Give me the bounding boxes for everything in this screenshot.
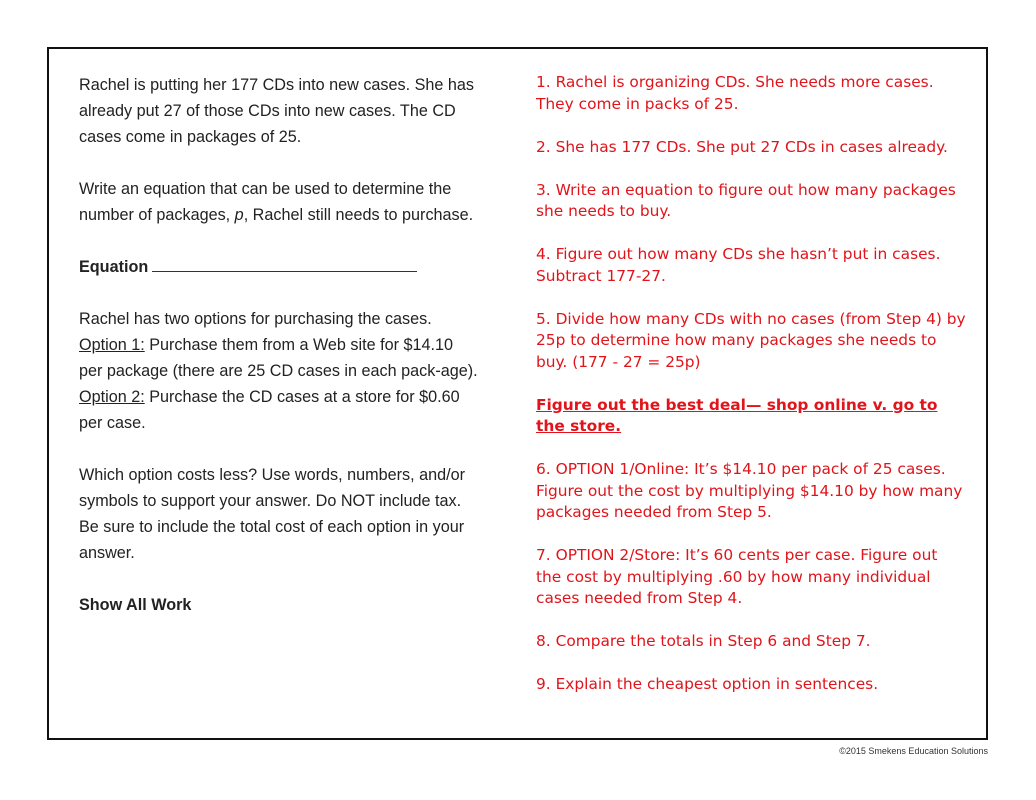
- variable-p: p: [234, 206, 244, 224]
- annotation-column: [536, 72, 966, 696]
- equation-blank[interactable]: [152, 255, 417, 272]
- step-7: 7. OPTION 2/Store: It’s 60 cents per case. Figure out the cost by multiplying .60 by how many individual cases needed from Step 4.: [536, 546, 938, 607]
- option-1-text: Purchase them from a Web site for $14.10 per package (there are 25 CD cases in each pack-age).: [79, 336, 478, 380]
- step-4: 4. Figure out how many CDs she hasn’t put in cases. Subtract 177-27.: [536, 245, 941, 285]
- problem-column: [79, 72, 479, 618]
- best-deal-heading: Figure out the best deal— shop online v. go to the store.: [536, 395, 938, 435]
- option-1-label: Option 1:: [79, 336, 145, 354]
- step-8: 8. Compare the totals in Step 6 and Step 7.: [536, 632, 871, 650]
- equation-prompt: [79, 176, 479, 228]
- step-9: 9. Explain the cheapest option in sentences.: [536, 675, 879, 693]
- step-6: 6. OPTION 1/Online: It’s $14.10 per pack of 25 cases. Figure out the cost by multiplying $14.10 by how many packages needed from Step 5.: [536, 460, 963, 521]
- step-5: 5. Divide how many CDs with no cases (from Step 4) by 25p to determine how many packages she needs to buy. (177 - 27 = 25p): [536, 309, 966, 371]
- equation-prompt-end: , Rachel still needs to purchase.: [243, 206, 474, 224]
- step-3: 3. Write an equation to figure out how many packages she needs to buy.: [536, 180, 956, 220]
- option-1: [79, 332, 479, 384]
- step-1: 1. Rachel is organizing CDs. She needs more cases. They come in packs of 25.: [536, 73, 934, 113]
- equation-prompt-text: Write an equation that can be used to determine the number of packages,: [79, 180, 452, 224]
- problem-intro: Rachel is putting her 177 CDs into new cases. She has already put 27 of those CDs into new cases. The CD cases come in packages of 25.: [79, 76, 475, 146]
- equation-row: [79, 254, 479, 280]
- option-2: [79, 384, 479, 436]
- options-intro: Rachel has two options for purchasing the cases.: [79, 310, 432, 328]
- question-prompt: Which option costs less? Use words, numbers, and/or symbols to support your answer. Do NOT include tax. Be sure to include the total cost of each option in your answer.: [79, 466, 465, 562]
- step-2: 2. She has 177 CDs. She put 27 CDs in cases already.: [536, 137, 948, 156]
- option-2-label: Option 2:: [79, 388, 145, 406]
- show-work-label: Show All Work: [79, 596, 192, 614]
- equation-label: Equation: [79, 258, 149, 276]
- option-2-text: Purchase the CD cases at a store for $0.60 per case.: [79, 388, 460, 432]
- copyright-footer: ©2015 Smekens Education Solutions: [839, 746, 988, 756]
